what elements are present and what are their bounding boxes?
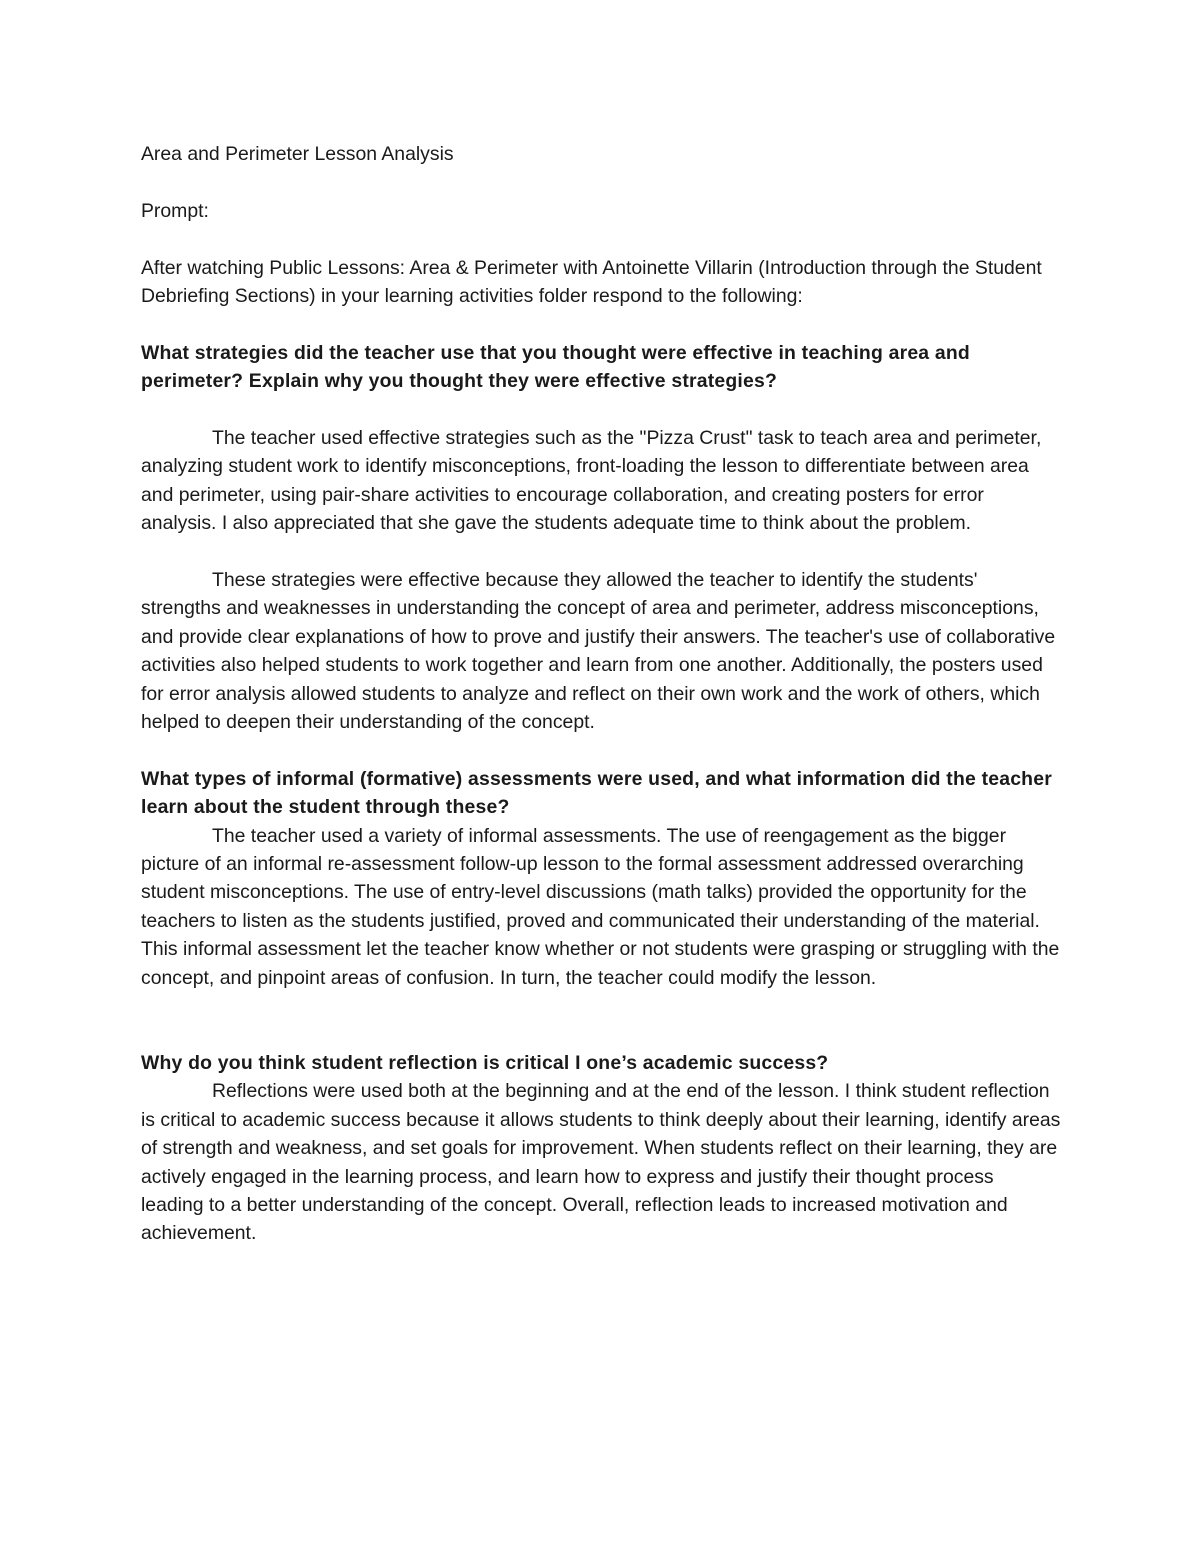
document-title: Area and Perimeter Lesson Analysis (141, 143, 454, 165)
section-reflection (141, 1049, 1061, 1248)
question-heading: What types of informal (formative) assessments were used, and what information did the teacher learn about the student through these? (141, 767, 1052, 819)
answer-block (141, 822, 1061, 992)
answer-block (141, 424, 1061, 736)
prompt-text: After watching Public Lessons: Area & Perimeter with Antoinette Villarin (Introduction through the Student Debriefing Sections) in your learning activities folder respond to the following: (141, 256, 1042, 307)
answer-paragraph: Reflections were used both at the beginning and at the end of the lesson. I think student reflection is critical to academic success because it allows students to think deeply about their learning, identify areas of strength and weakness, and set goals for improvement. When students reflect on their learning, they are actively engaged in the learning process, and learn how to express and justify their thought process leading to a better understanding of the concept. Overall, reflection leads to increased motivation and achievement. (141, 1080, 1061, 1245)
answer-block (141, 1077, 1061, 1247)
answer-paragraph: These strategies were effective because they allowed the teacher to identify the students' strengths and weaknesses in understanding the concept of area and perimeter, address misconceptions, and provide clear explanations of how to prove and justify their answers. The teacher's use of collaborative activities also helped students to work together and learn from one another. Additionally, the posters used for error analysis allowed students to analyze and reflect on their own work and the work of others, which helped to deepen their understanding of the concept. (141, 569, 1056, 734)
section-assessments (141, 765, 1061, 992)
answer-paragraph: The teacher used a variety of informal assessments. The use of reengagement as the bigger picture of an informal re-assessment follow-up lesson to the formal assessment addressed overarching student misconceptions. The use of entry-level discussions (math talks) provided the opportunity for the teachers to listen as the students justified, proved and communicated their understanding of the material. This informal assessment let the teacher know whether or not students were grasping or struggling with the concept, and pinpoint areas of confusion. In turn, the teacher could modify the lesson. (141, 824, 1060, 989)
prompt-label: Prompt: (141, 199, 209, 222)
answer-paragraph: The teacher used effective strategies such as the "Pizza Crust" task to teach area and perimeter, analyzing student work to identify misconceptions, front-loading the lesson to differentiate between area and perimeter, using pair-share activities to encourage collaboration, and creating posters for error analysis. I also appreciated that she gave the students adequate time to think about the problem. (141, 427, 1042, 535)
document-page (141, 140, 1061, 1248)
question-heading: What strategies did the teacher use that you thought were effective in teaching area and perimeter? Explain why you thought they were effective strategies? (141, 341, 970, 393)
section-strategies (141, 339, 1061, 737)
question-heading: Why do you think student reflection is critical I one’s academic success? (141, 1051, 829, 1074)
